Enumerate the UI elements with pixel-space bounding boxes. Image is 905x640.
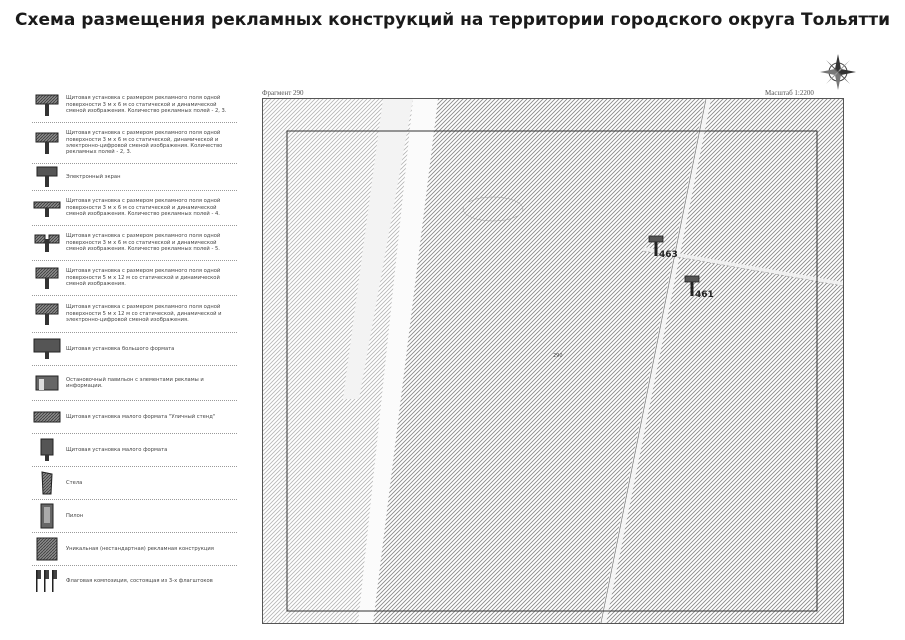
pylon-icon <box>37 502 57 530</box>
stele-icon <box>37 470 57 496</box>
legend-text: Щитовая установка большого формата <box>66 345 175 352</box>
billboard-marker-463[interactable] <box>649 236 663 242</box>
billboard-3x6-four-sided-icon <box>33 197 61 219</box>
legend-item <box>32 401 237 434</box>
billboard-3x6-electronic-icon <box>34 130 60 156</box>
legend-item <box>32 333 237 366</box>
page-title: Схема размещения рекламных конструкций на территории городского округа Тольятти <box>15 10 890 30</box>
scale-label: Масштаб 1:2200 <box>765 89 814 97</box>
map-center-label: 290 <box>553 353 563 359</box>
billboard-3x6-five-sided-icon <box>33 232 61 254</box>
legend-text: Щитовая установка малого формата <box>66 446 168 453</box>
map-view[interactable] <box>262 98 844 624</box>
legend-item <box>32 296 237 333</box>
legend-text: Остановочный павильон с элементами рекламы и информации. <box>66 376 204 389</box>
billboard-5x12-icon <box>34 265 60 291</box>
legend-text: Щитовая установка с размером рекламного поля одной поверхности 3 м х 6 м со статической и динамической сменой изображения. Количество рекламных полей - 4. <box>66 198 221 218</box>
billboard-marker-461[interactable] <box>685 276 699 282</box>
legend-text: Щитовая установка с размером рекламного поля одной поверхности 5 м х 12 м со статической, динамической и электронно-цифровой сменой изображения. <box>66 304 222 324</box>
billboard-3x6-two-sided-icon <box>34 92 60 118</box>
legend-item <box>32 566 237 596</box>
legend-item <box>32 366 237 401</box>
electronic-screen-icon <box>34 165 60 189</box>
unique-structure-icon <box>34 536 60 562</box>
legend-text: Щитовая установка малого формата "Уличный стенд" <box>66 413 216 420</box>
legend-text: Стела <box>66 479 83 486</box>
compass-rose-icon <box>818 52 858 92</box>
marker-label-461: 461 <box>695 290 714 300</box>
billboard-5x12-electronic-icon <box>34 301 60 327</box>
billboard-pole-463 <box>655 242 658 256</box>
legend-text: Электронный экран <box>66 173 121 180</box>
marker-label-463: 463 <box>659 250 678 260</box>
legend-text: Щитовая установка с размером рекламного поля одной поверхности 3 м х 6 м со статической и динамической сменой изображения. Количество рекламных полей - 5. <box>66 233 221 253</box>
legend-item <box>32 467 237 500</box>
map-canvas <box>263 99 843 623</box>
legend-text: Флаговая композиция, состоящая из 3-х флагштоков <box>66 577 213 584</box>
bus-stop-pavilion-icon <box>34 373 60 393</box>
legend-item <box>32 500 237 533</box>
small-format-billboard-icon <box>37 437 57 463</box>
large-format-billboard-icon <box>33 337 61 361</box>
street-stand-icon <box>33 409 61 425</box>
flag-composition-icon <box>34 568 60 594</box>
legend-text: Уникальная (нестандартная) рекламная конструкция <box>66 545 214 552</box>
legend-item <box>32 164 237 191</box>
legend-item <box>32 123 237 164</box>
billboard-pole-461 <box>691 282 694 296</box>
legend-item <box>32 261 237 296</box>
legend-text: Щитовая установка с размером рекламного поля одной поверхности 3 м х 6 м со статической, динамической и электронно-цифровой сменой изображения. Количество рекламных полей - 2, 3. <box>66 130 223 156</box>
legend-item <box>32 533 237 566</box>
legend-text: Щитовая установка с размером рекламного поля одной поверхности 5 м х 12 м со статической и динамической сменой изображения. <box>66 268 221 288</box>
legend-item <box>32 191 237 226</box>
legend-item <box>32 88 237 123</box>
fragment-label: Фрагмент 290 <box>262 89 304 97</box>
legend-item <box>32 434 237 467</box>
legend-text: Щитовая установка с размером рекламного поля одной поверхности 3 м х 6 м со статической и динамической сменой изображения. Количество рекламных полей - 2, 3. <box>66 95 227 115</box>
legend-item <box>32 226 237 261</box>
legend-text: Пилон <box>66 512 84 519</box>
legend <box>32 88 237 596</box>
